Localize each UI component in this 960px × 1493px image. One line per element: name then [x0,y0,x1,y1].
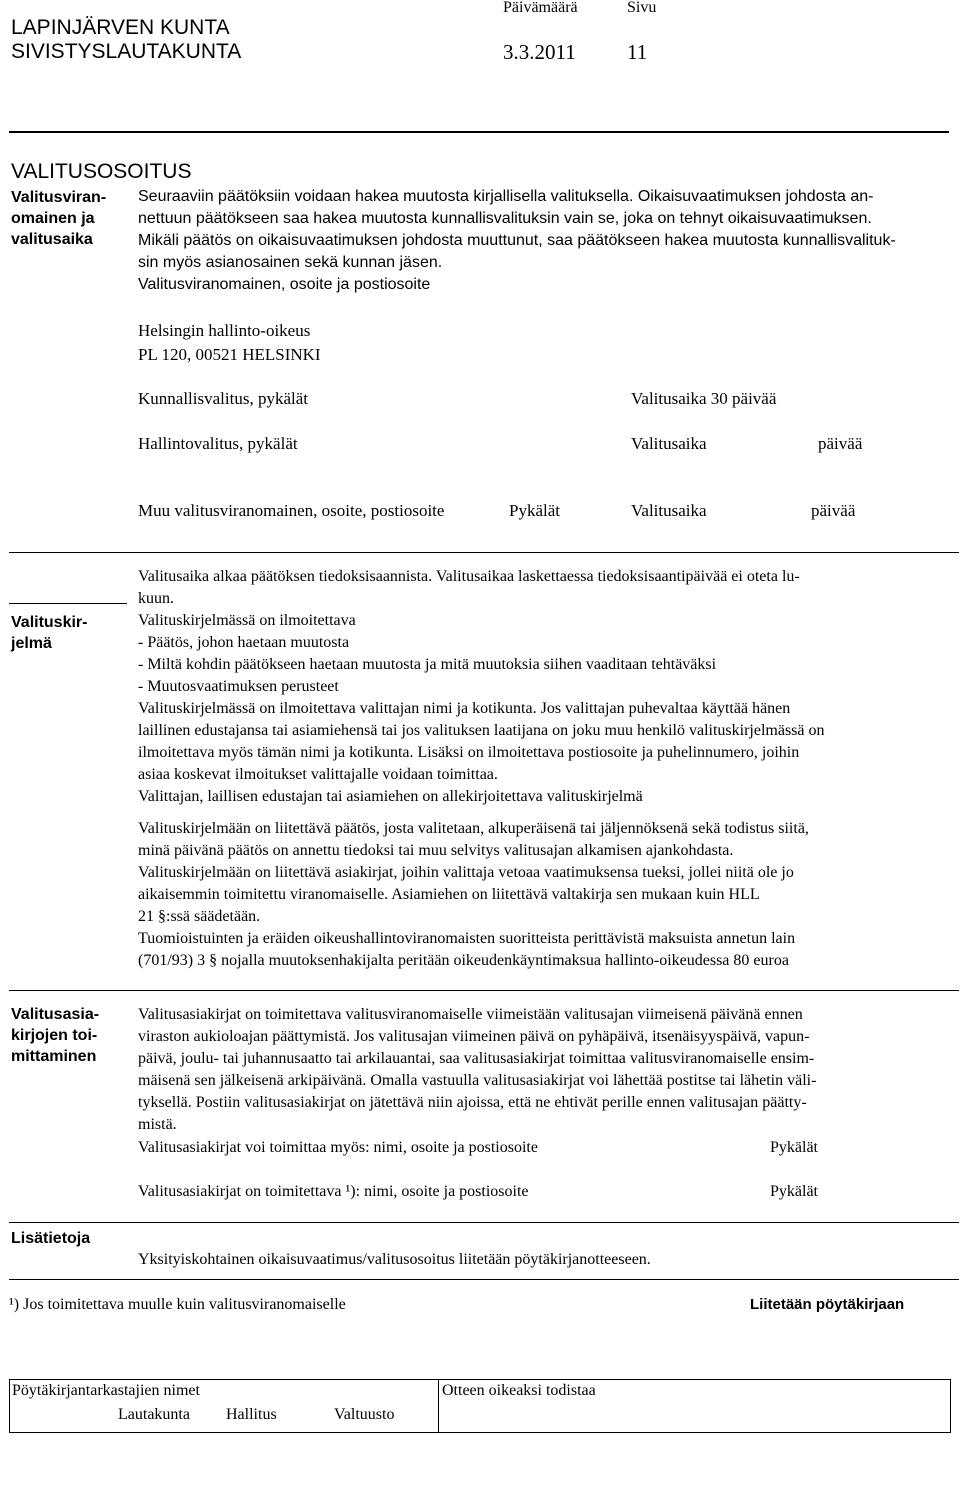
paragraph-line: aikaisemmin toimitettu viranomaiselle. Asiamiehen on liitettävä valtakirja sen mukaan kuin HLL [138,886,760,903]
appeal-authority-text [138,186,896,296]
paragraph-line: laillinen edustajansa tai asiamiehensä tai jos valituksen laatijana on joku muu henkilö valituskirjelmässä on [138,722,825,739]
label-line: valitusaika [11,231,93,248]
paragraph-line: mistä. [138,1116,177,1133]
paragraph-line: Valitusviranomainen, osoite ja postiosoite [138,276,431,293]
other-authority-time: Valitusaika [631,501,707,520]
paragraph-line: Valitusaika alkaa päätöksen tiedoksisaannista. Valitusaikaa laskettaessa tiedoksisaantipäivää ei oteta lu- [138,568,800,585]
organization-name: LAPINJÄRVEN KUNTA [11,16,230,39]
option-board: Lautakunta [118,1406,190,1423]
other-authority-sections: Pykälät [509,501,560,520]
section-label-document-delivery [11,1004,121,1067]
paragraph-line: Tuomioistuinten ja eräiden oikeushallintoviranomaisten suoritteista perittävistä maksuista annetun lain [138,930,796,947]
label-line: Valituskir- [11,614,88,631]
delivery-option-label: Valitusasiakirjat voi toimittaa myös: nimi, osoite ja postiosoite [138,1139,538,1156]
label-line: Valitusviran- [11,189,107,206]
paragraph-line: ilmoitettava myös tämän nimi ja kotikunta. Lisäksi on ilmoitettava postiosoite ja puhelinnumero, joihin [138,744,800,761]
section-divider [9,552,959,553]
page-label: Sivu [627,0,657,16]
paragraph-line: nettuun päätökseen saa hakea muutosta kunnallisvalituksin vain se, joka on tehnyt oikaisuvaatimuksen. [138,210,872,227]
administrative-appeal-time: Valitusaika [631,434,707,453]
paragraph-line: tyksellä. Postiin valitusasiakirjat on jätettävä niin ajoissa, että ne ehtivät perille ennen valitusajan päätty- [138,1094,807,1111]
signature-box-divider [438,1380,439,1432]
paragraph-line: (701/93) 3 § nojalla muutoksenhakijalta peritään oikeudenkäyntimaksua hallinto-oikeudessa 80 euroa [138,952,789,969]
document-title: VALITUSOSOITUS [11,160,192,183]
delivery-required-label: Valitusasiakirjat on toimitettava ¹): nimi, osoite ja postiosoite [138,1183,529,1200]
other-authority-days: päivää [811,501,856,520]
label-line: kirjojen toi- [11,1027,98,1044]
list-item: - Miltä kohdin päätökseen haetaan muutosta ja mitä muutoksia siihen vaaditaan tehtäväksi [138,656,717,673]
page-number: 11 [627,40,648,64]
section-divider [9,990,959,991]
paragraph-line: 21 §:ssä säädetään. [138,908,261,925]
paragraph-line: päivä, joulu- tai juhannusaatto tai arkilauantai, saa valitusasiakirjat toimittaa valitusviranomaiselle ensim- [138,1050,815,1067]
list-item: - Muutosvaatimuksen perusteet [138,678,339,695]
certified-copy-title: Otteen oikeaksi todistaa [442,1382,596,1399]
appeal-letter-attachments [138,818,809,972]
paragraph-line: Valituskirjelmään on liitettävä päätös, josta valitetaan, alkuperäisenä tai jäljennöksenä sekä todistus siitä, [138,820,809,837]
side-divider [9,603,127,604]
option-executive: Hallitus [226,1406,277,1423]
label-line: mittaminen [11,1048,97,1065]
section-divider [9,1222,959,1223]
board-name: SIVISTYSLAUTAKUNTA [11,40,242,63]
authority-name: Helsingin hallinto-oikeus [138,321,311,340]
section-label-more-info: Lisätietoja [11,1230,91,1247]
section-label-appeal-authority [11,187,121,250]
paragraph-line: Valituskirjelmässä on ilmoitettava valittajan nimi ja kotikunta. Jos valittajan puhevaltaa käyttää hänen [138,700,791,717]
footnote-attachment: Liitetään pöytäkirjaan [750,1296,905,1313]
paragraph-line: Mikäli päätös on oikaisuvaatimuksen johdosta muuttunut, saa päätökseen hakea muutosta kunnallisvalituk- [138,232,896,249]
appeal-letter-requirements [138,610,825,808]
paragraph-line: sin myös asianosainen sekä kunnan jäsen. [138,254,443,271]
municipal-appeal-time: Valitusaika 30 päivää [631,389,777,408]
list-item: - Päätös, johon haetaan muutosta [138,634,350,651]
paragraph-line: Valituskirjelmään on liitettävä asiakirjat, joihin valittaja vetoaa vaatimuksensa tueksi, jollei niitä ole jo [138,864,794,881]
administrative-appeal-label: Hallintovalitus, pykälät [138,434,298,453]
section-divider [9,1279,959,1280]
header-divider [9,131,949,133]
document-delivery-text [138,1004,816,1136]
date-value: 3.3.2011 [503,40,576,64]
more-info-text: Yksityiskohtainen oikaisuvaatimus/valitusosoitus liitetään pöytäkirjanotteeseen. [138,1251,651,1268]
section-label-appeal-letter [11,612,121,654]
delivery-required-sections: Pykälät [770,1183,818,1200]
minutes-checkers-title: Pöytäkirjantarkastajien nimet [12,1382,200,1399]
appeal-period-note [138,566,800,610]
paragraph-line: Valitusasiakirjat on toimitettava valitusviranomaiselle viimeistään valitusajan viimeisenä päivänä ennen [138,1006,803,1023]
municipal-appeal-label: Kunnallisvalitus, pykälät [138,389,308,408]
paragraph-line: asiaa koskevat ilmoitukset valittajalle voidaan toimittaa. [138,766,498,783]
paragraph-line: Valituskirjelmässä on ilmoitettava [138,612,356,629]
footnote-text: ¹) Jos toimitettava muulle kuin valitusviranomaiselle [9,1296,346,1313]
label-line: jelmä [11,635,52,652]
paragraph-line: kuun. [138,590,174,607]
paragraph-line: Valittajan, laillisen edustajan tai asiamiehen on allekirjoitettava valituskirjelmä [138,788,643,805]
option-council: Valtuusto [334,1406,395,1423]
label-line: Valitusasia- [11,1006,100,1023]
paragraph-line: Seuraaviin päätöksiin voidaan hakea muutosta kirjallisella valituksella. Oikaisuvaatimuksen johdosta an- [138,188,874,205]
authority-address: PL 120, 00521 HELSINKI [138,345,321,364]
paragraph-line: viraston aukioloajan päättymistä. Jos valitusajan viimeinen päivä on pyhäpäivä, itsenäisyyspäivä, vapun- [138,1028,810,1045]
label-line: omainen ja [11,210,95,227]
date-label: Päivämäärä [503,0,578,16]
administrative-appeal-days: päivää [818,434,863,453]
delivery-option-sections: Pykälät [770,1139,818,1156]
paragraph-line: mäisenä sen jälkeisenä arkipäivänä. Omalla vastuulla valitusasiakirjat voi lähettää postitse tai lähetin väli- [138,1072,817,1089]
other-authority-label: Muu valitusviranomainen, osoite, postiosoite [138,501,445,520]
paragraph-line: minä päivänä päätös on annettu tiedoksi tai muu selvitys valitusajan alkamisen ajankohdasta. [138,842,734,859]
signature-box [9,1379,951,1433]
